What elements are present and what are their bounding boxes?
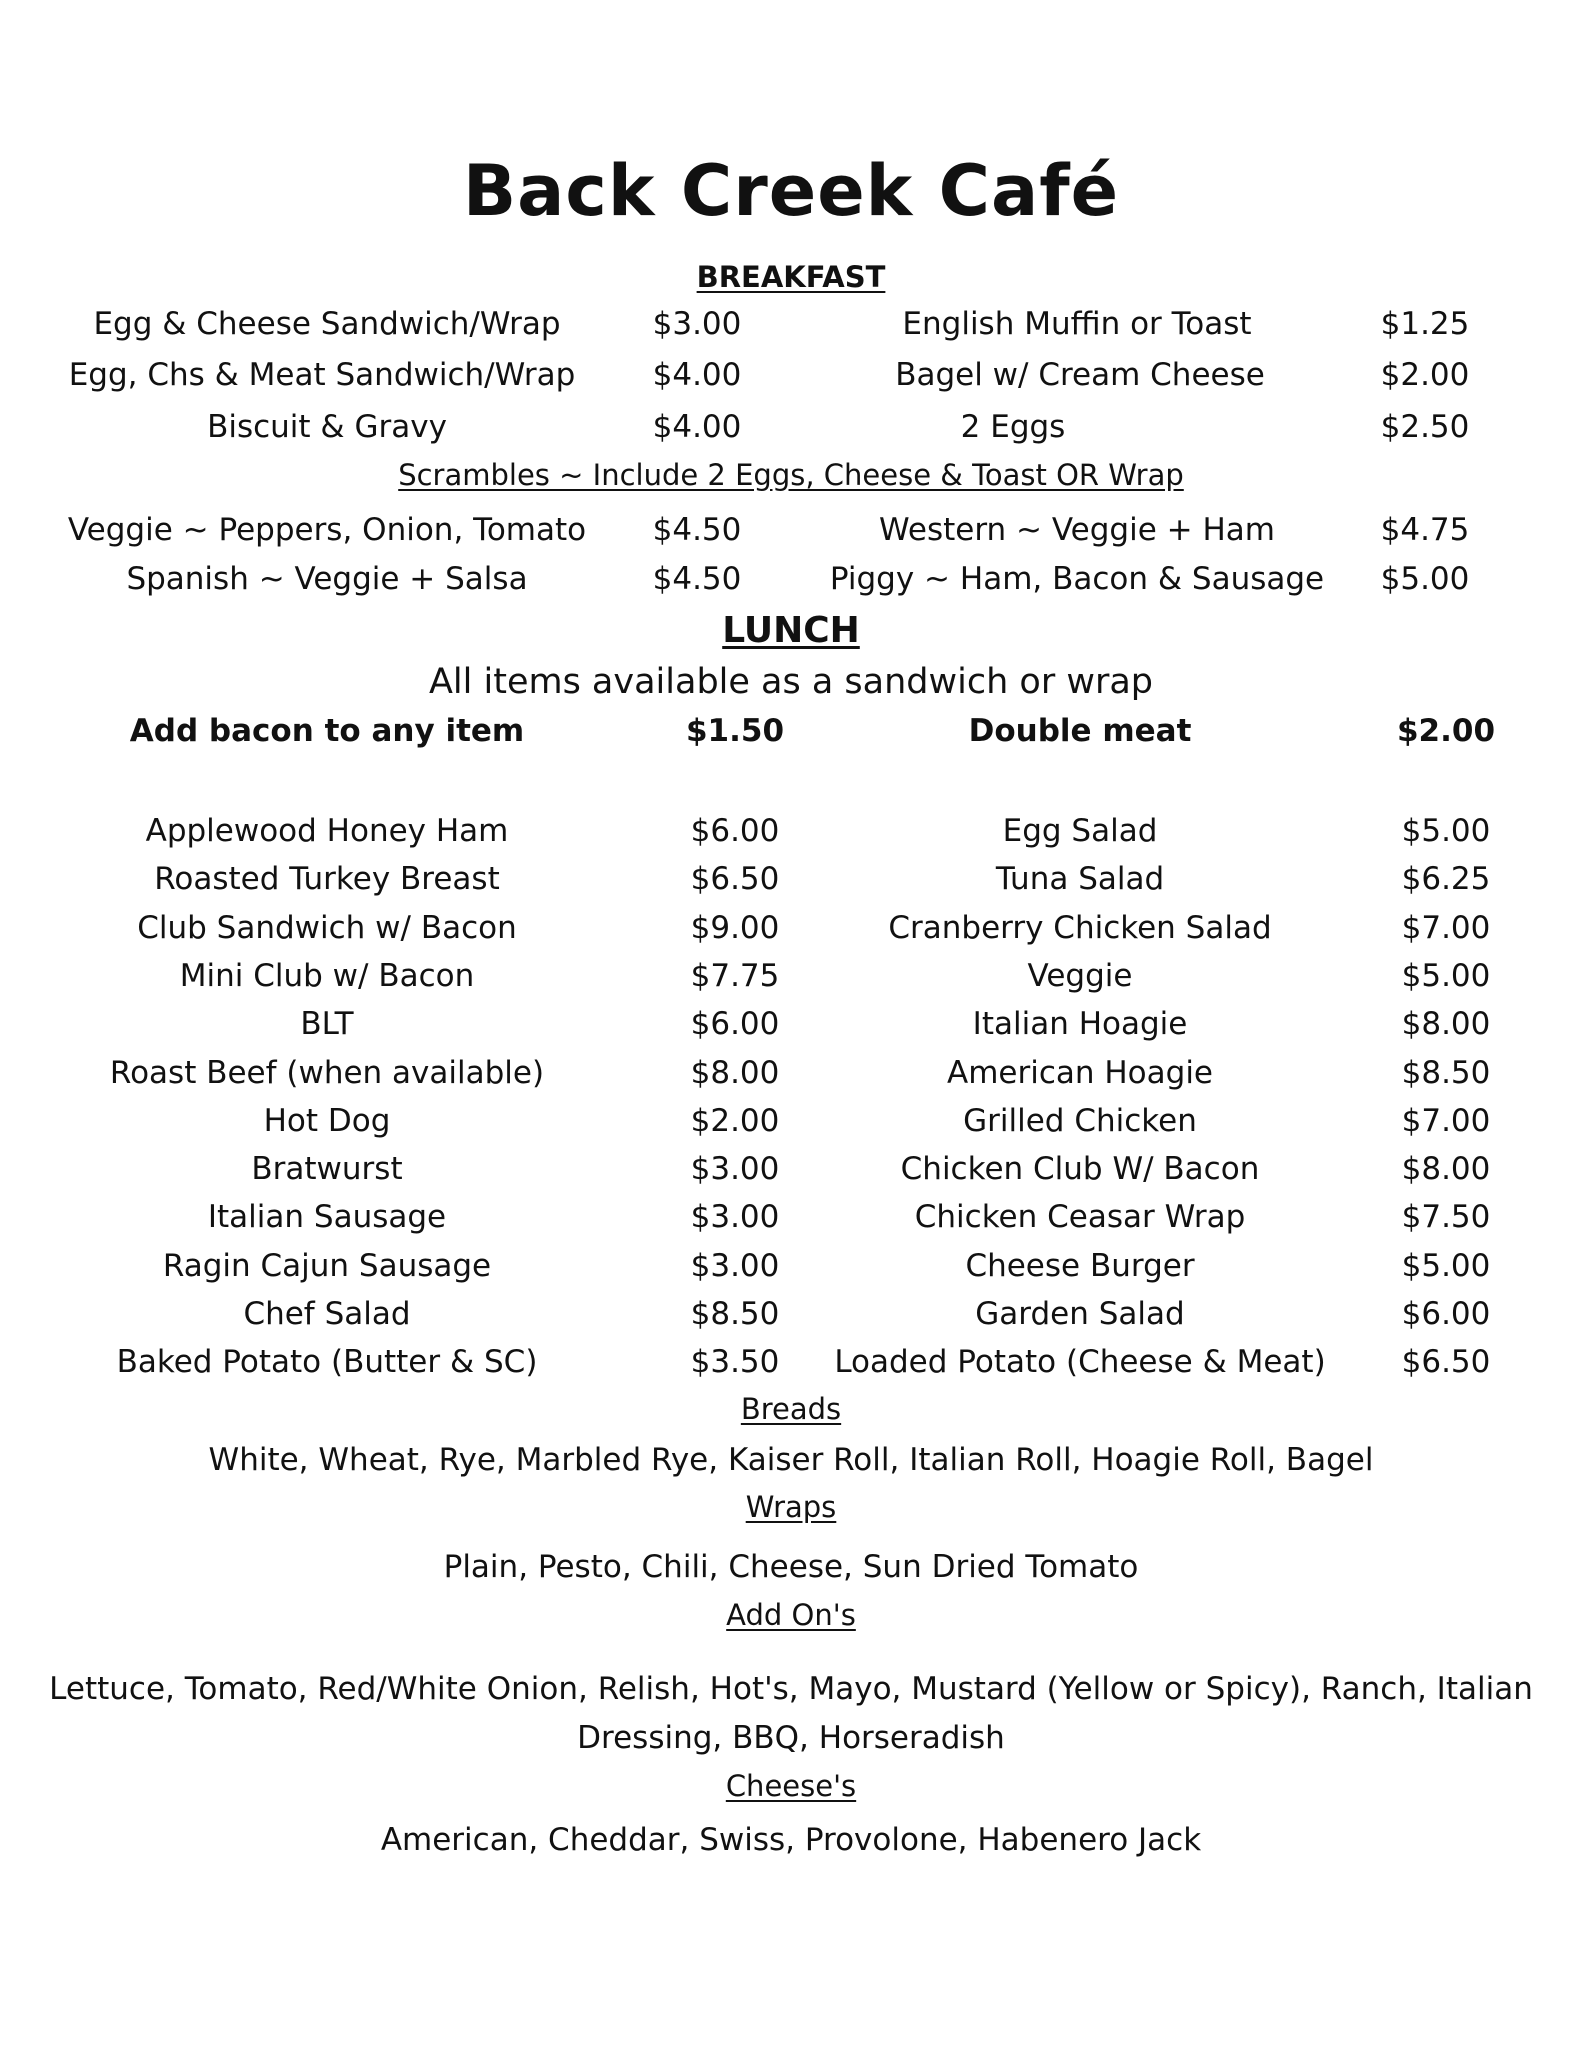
menu-row [0, 813, 1582, 859]
item-name: Loaded Potato (Cheese & Meat) [834, 1344, 1326, 1380]
item-name: Hot Dog [263, 1103, 391, 1139]
item-name: Bagel w/ Cream Cheese [895, 357, 1265, 393]
item-price: $3.00 [690, 1248, 780, 1284]
item-price: $7.75 [690, 958, 780, 994]
item-price: $9.00 [690, 910, 780, 946]
item-price: $8.00 [1401, 1006, 1491, 1042]
item-name: Baked Potato (Butter & SC) [116, 1344, 538, 1380]
extra-price: $1.50 [685, 713, 785, 749]
item-price: $7.00 [1401, 910, 1491, 946]
lunch-heading: LUNCH [722, 610, 860, 651]
item-name: Mini Club w/ Bacon [179, 958, 475, 994]
menu-row [0, 306, 1582, 352]
item-name: Roast Beef (when available) [109, 1055, 545, 1091]
item-name: Egg & Cheese Sandwich/Wrap [93, 306, 561, 342]
extra-name: Double meat [968, 713, 1192, 749]
item-price: $3.00 [690, 1199, 780, 1235]
menu-row [0, 1103, 1582, 1149]
item-price: $5.00 [1401, 813, 1491, 849]
item-price: $3.00 [652, 306, 742, 342]
item-name: Egg Salad [1002, 813, 1158, 849]
item-name: Egg, Chs & Meat Sandwich/Wrap [68, 357, 576, 393]
menu-row [0, 1055, 1582, 1101]
item-price: $2.00 [690, 1103, 780, 1139]
item-name: Cheese Burger [965, 1248, 1195, 1284]
item-price: $3.00 [690, 1151, 780, 1187]
wraps-heading: Wraps [745, 1490, 837, 1524]
item-price: $4.75 [1380, 512, 1470, 548]
item-price: $7.00 [1401, 1103, 1491, 1139]
item-price: $2.50 [1380, 409, 1470, 445]
item-name: Veggie [1027, 958, 1133, 994]
breads-list: White, Wheat, Rye, Marbled Rye, Kaiser Roll, Italian Roll, Hoagie Roll, Bagel [208, 1442, 1374, 1478]
item-name: Roasted Turkey Breast [154, 861, 500, 897]
item-name: Cranberry Chicken Salad [888, 910, 1272, 946]
menu-row [0, 357, 1582, 403]
item-price: $4.00 [652, 357, 742, 393]
menu-row [0, 861, 1582, 907]
addons-list-line1: Lettuce, Tomato, Red/White Onion, Relish, Hot's, Mayo, Mustard (Yellow or Spicy), Ranch, Italian [49, 1671, 1533, 1707]
item-price: $8.00 [1401, 1151, 1491, 1187]
cheeses-list: American, Cheddar, Swiss, Provolone, Habenero Jack [380, 1822, 1202, 1858]
item-name: Italian Sausage [207, 1199, 447, 1235]
wraps-list: Plain, Pesto, Chili, Cheese, Sun Dried Tomato [443, 1549, 1139, 1585]
item-price: $4.00 [652, 409, 742, 445]
item-name: English Muffin or Toast [902, 306, 1252, 342]
item-name: Ragin Cajun Sausage [162, 1248, 492, 1284]
item-name: Garden Salad [975, 1296, 1185, 1332]
addons-list-line2: Dressing, BBQ, Horseradish [577, 1720, 1005, 1756]
menu-row [0, 958, 1582, 1004]
menu-row [0, 1344, 1582, 1390]
menu-row [0, 1248, 1582, 1294]
item-price: $3.50 [690, 1344, 780, 1380]
item-price: $6.00 [690, 813, 780, 849]
item-name: Tuna Salad [995, 861, 1165, 897]
item-price: $6.00 [1401, 1296, 1491, 1332]
item-price: $1.25 [1380, 306, 1470, 342]
item-price: $8.50 [1401, 1055, 1491, 1091]
breakfast-heading: BREAKFAST [696, 260, 886, 294]
lunch-extras-row [0, 713, 1582, 759]
item-name: Veggie ~ Peppers, Onion, Tomato [67, 512, 587, 548]
item-name: Club Sandwich w/ Bacon [137, 910, 517, 946]
scrambles-heading: Scrambles ~ Include 2 Eggs, Cheese & Toast OR Wrap [398, 458, 1184, 492]
item-price: $2.00 [1380, 357, 1470, 393]
item-name: Spanish ~ Veggie + Salsa [126, 561, 528, 597]
item-price: $7.50 [1401, 1199, 1491, 1235]
menu-row [0, 561, 1582, 607]
item-name: American Hoagie [946, 1055, 1214, 1091]
item-name: Piggy ~ Ham, Bacon & Sausage [829, 561, 1325, 597]
item-name: 2 Eggs [960, 409, 1066, 445]
menu-row [0, 1296, 1582, 1342]
item-price: $6.50 [690, 861, 780, 897]
extra-price: $2.00 [1396, 713, 1496, 749]
lunch-subheading: All items available as a sandwich or wrap [428, 662, 1154, 702]
item-price: $6.25 [1401, 861, 1491, 897]
menu-row [0, 1199, 1582, 1245]
cheeses-heading: Cheese's [725, 1769, 857, 1803]
item-name: Applewood Honey Ham [145, 813, 509, 849]
item-price: $8.50 [690, 1296, 780, 1332]
item-name: Biscuit & Gravy [207, 409, 447, 445]
menu-row [0, 512, 1582, 558]
menu-row [0, 1151, 1582, 1197]
item-name: Italian Hoagie [972, 1006, 1188, 1042]
item-name: Chef Salad [243, 1296, 411, 1332]
item-price: $6.00 [690, 1006, 780, 1042]
item-price: $6.50 [1401, 1344, 1491, 1380]
item-price: $5.00 [1401, 958, 1491, 994]
item-price: $8.00 [690, 1055, 780, 1091]
menu-row [0, 409, 1582, 455]
extra-name: Add bacon to any item [129, 713, 525, 749]
item-price: $4.50 [652, 512, 742, 548]
item-name: Bratwurst [251, 1151, 403, 1187]
menu-row [0, 1006, 1582, 1052]
breads-heading: Breads [740, 1392, 842, 1426]
item-name: Chicken Club W/ Bacon [900, 1151, 1260, 1187]
menu-row [0, 910, 1582, 956]
item-price: $5.00 [1401, 1248, 1491, 1284]
page-title: Back Creek Café [462, 150, 1120, 232]
item-name: Grilled Chicken [963, 1103, 1197, 1139]
addons-heading: Add On's [726, 1598, 856, 1632]
item-price: $4.50 [652, 561, 742, 597]
item-price: $5.00 [1380, 561, 1470, 597]
item-name: Western ~ Veggie + Ham [879, 512, 1275, 548]
item-name: Chicken Ceasar Wrap [914, 1199, 1246, 1235]
item-name: BLT [300, 1006, 354, 1042]
